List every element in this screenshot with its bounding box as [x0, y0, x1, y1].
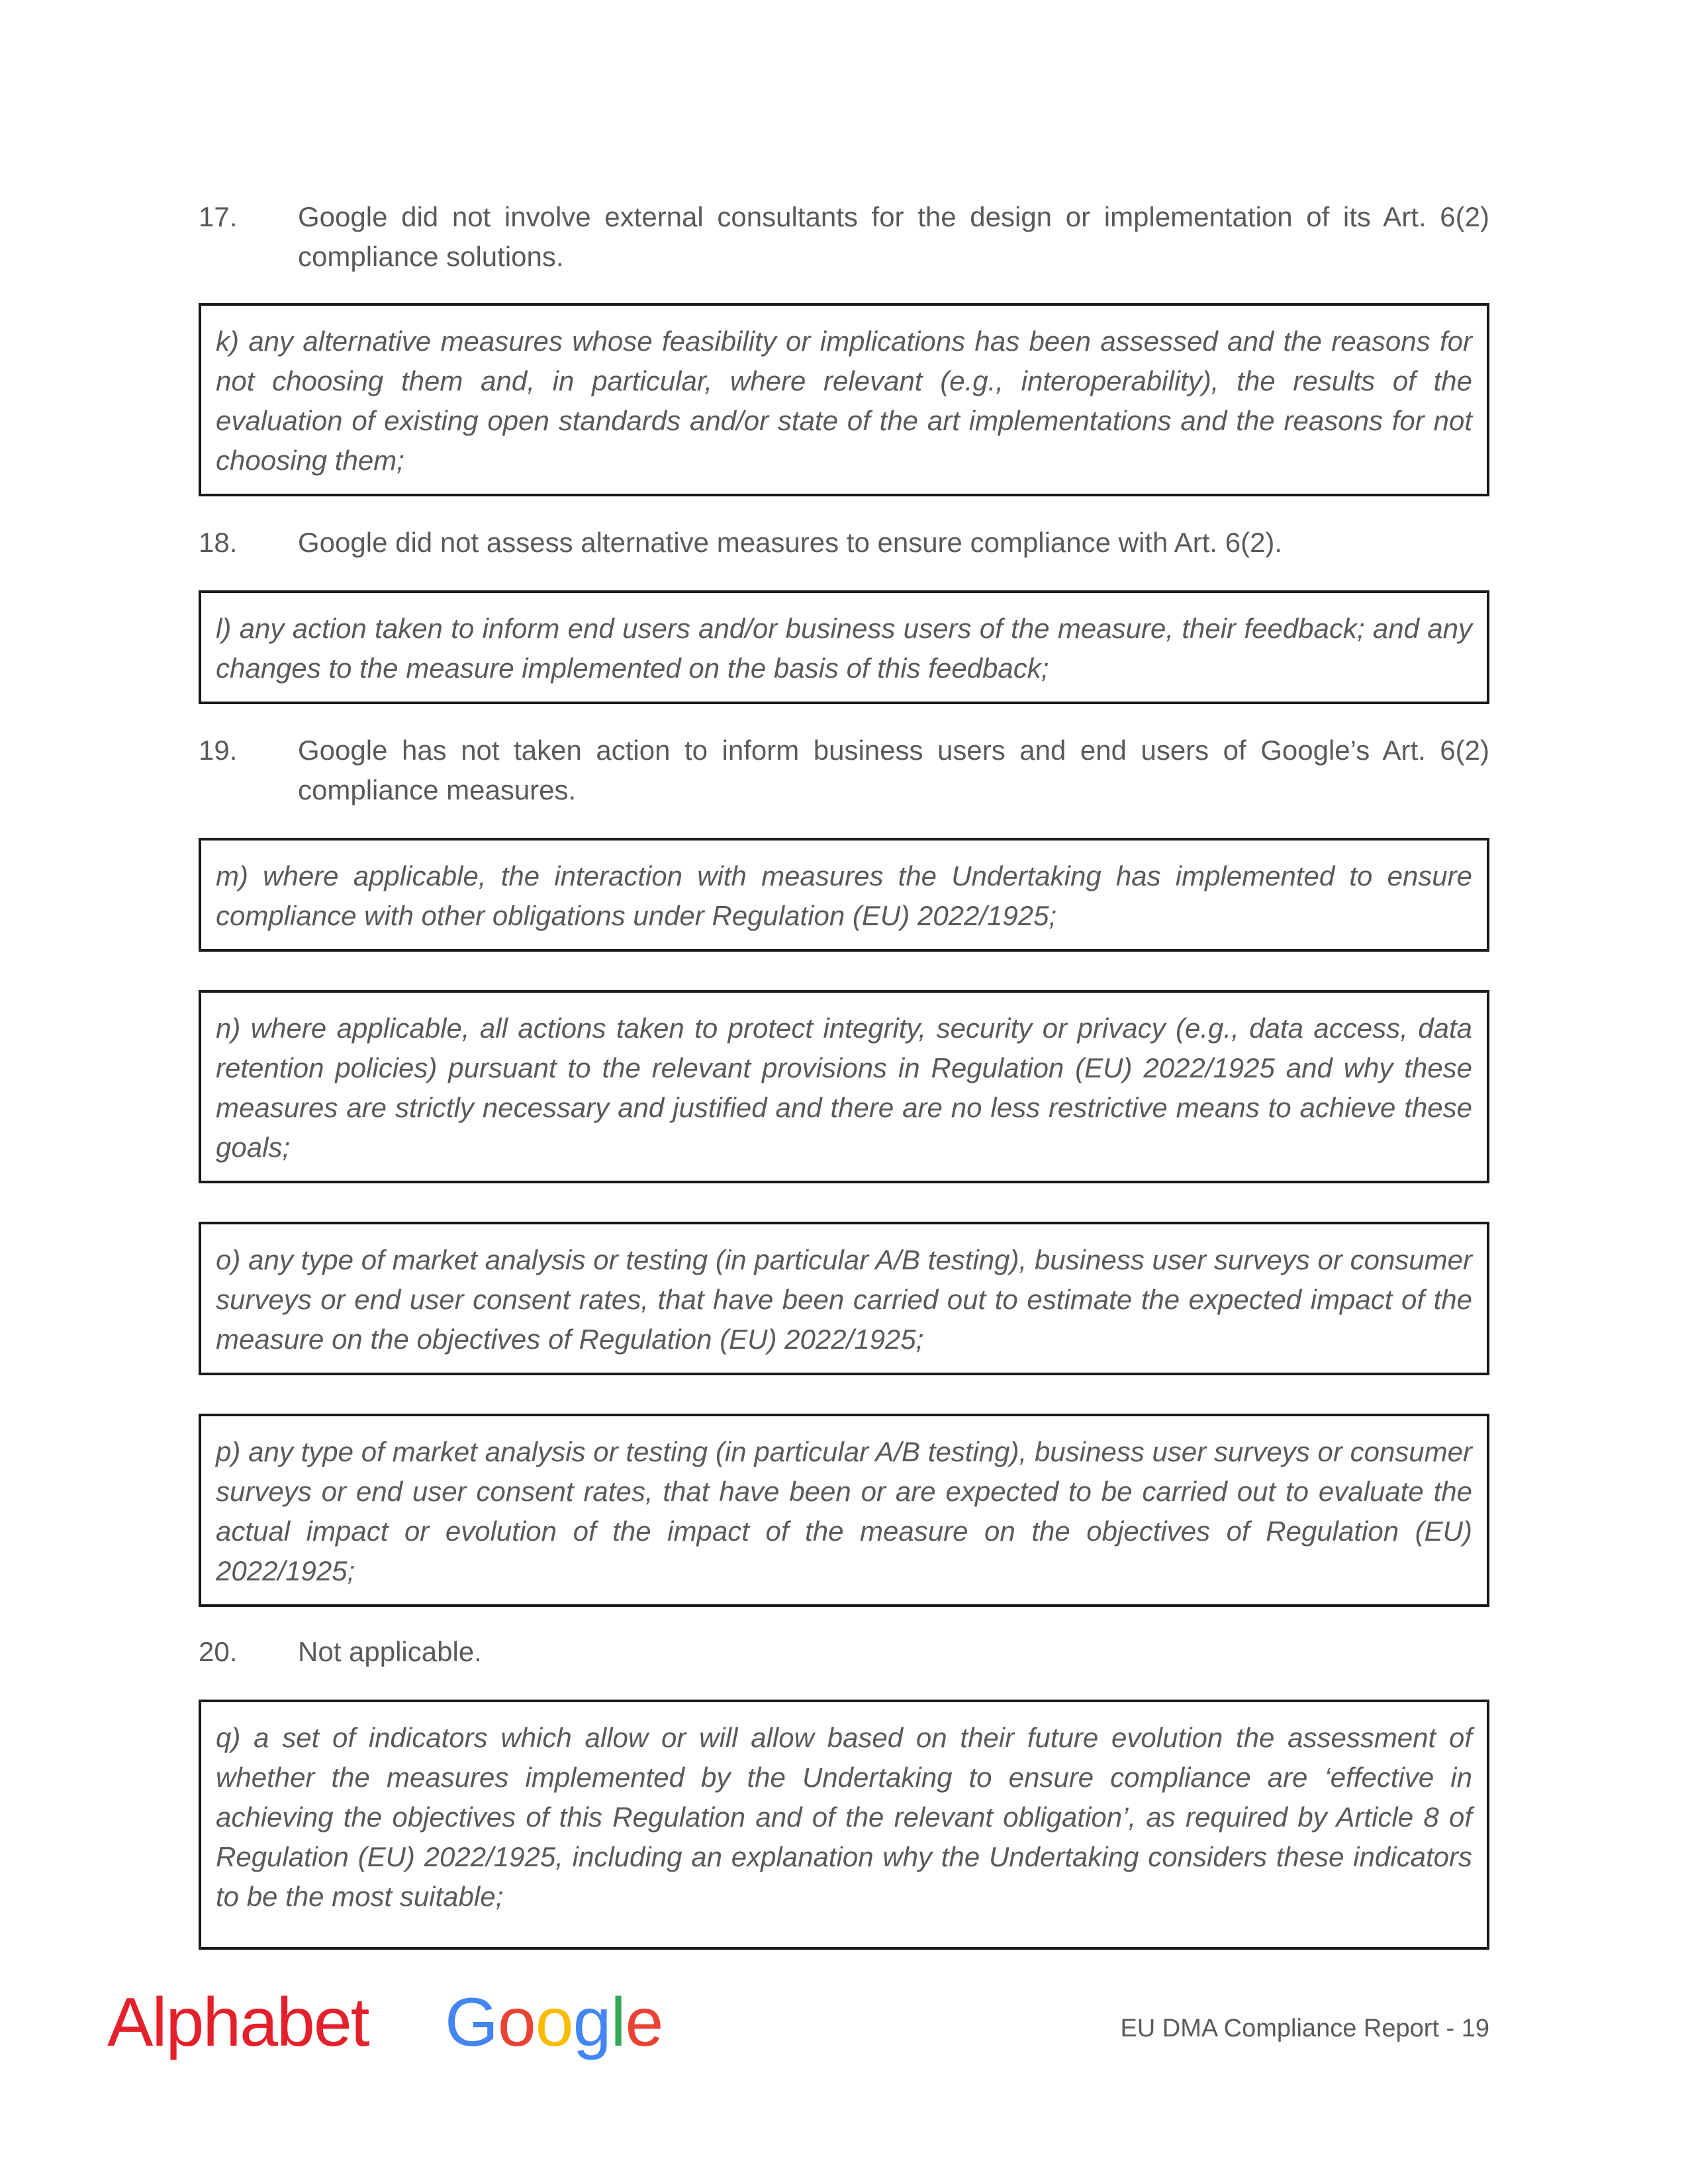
google-logo: [445, 1983, 663, 2062]
paragraph-18: [199, 523, 1489, 563]
requirement-box-q: q) a set of indicators which allow or will allow based on their future evolution the assessment of whether the measures implemented by the Undertaking to ensure compliance are ‘effective in achieving the objectives of this Regulation and of the relevant obligation’, as required by Article 8 of Regulation (EU) 2022/1925, including an explanation why the Undertaking considers these indicators to be the most suitable;: [199, 1700, 1489, 1950]
google-logo-letter: o: [535, 1984, 573, 2061]
requirement-box-o: o) any type of market analysis or testing (in particular A/B testing), business user surveys or consumer surveys or end user consent rates, that have been carried out to estimate the expected impact of the measure on the objectives of Regulation (EU) 2022/1925;: [199, 1222, 1489, 1375]
requirement-box-n: n) where applicable, all actions taken to protect integrity, security or privacy (e.g., data access, data retention policies) pursuant to the relevant provisions in Regulation (EU) 2022/1925 and why these measures are strictly necessary and justified and there are no less restrictive means to achieve these goals;: [199, 990, 1489, 1183]
requirement-box-m: m) where applicable, the interaction with measures the Undertaking has implemented to ensure compliance with other obligations under Regulation (EU) 2022/1925;: [199, 838, 1489, 952]
paragraph-text: Google has not taken action to inform business users and end users of Google’s Art. 6(2) compliance measures.: [298, 735, 1489, 805]
page-footer-label: EU DMA Compliance Report - 19: [1120, 2015, 1489, 2042]
paragraph-19: [199, 731, 1489, 810]
paragraph-text: Google did not involve external consultants for the design or implementation of its Art. 6(2) compliance solutions.: [298, 201, 1489, 272]
paragraph-number: 20.: [199, 1636, 238, 1667]
paragraph-17: [199, 197, 1489, 277]
google-logo-letter: l: [610, 1984, 626, 2061]
requirement-box-k: k) any alternative measures whose feasibility or implications has been assessed and the reasons for not choosing them and, in particular, where relevant (e.g., interoperability), the results of the evaluation of existing open standards and/or state of the art implementations and the reasons for not choosing them;: [199, 303, 1489, 496]
paragraph-text: Google did not assess alternative measures to ensure compliance with Art. 6(2).: [298, 527, 1283, 558]
google-logo-letter: g: [573, 1984, 611, 2061]
requirement-box-p: p) any type of market analysis or testing (in particular A/B testing), business user surveys or consumer surveys or end user consent rates, that have been or are expected to be carried out to evaluate the actual impact or evolution of the impact of the measure on the objectives of Regulation (EU) 2022/1925;: [199, 1414, 1489, 1607]
requirement-box-l: l) any action taken to inform end users and/or business users of the measure, their feedback; and any changes to the measure implemented on the basis of this feedback;: [199, 590, 1489, 704]
paragraph-text: Not applicable.: [298, 1636, 482, 1667]
paragraph-number: 18.: [199, 527, 238, 558]
alphabet-logo: Alphabet: [107, 1984, 369, 2061]
paragraph-number: 19.: [199, 735, 238, 766]
paragraph-number: 17.: [199, 201, 238, 232]
google-logo-letter: o: [497, 1984, 536, 2061]
google-logo-letter: G: [445, 1984, 498, 2061]
paragraph-20: [199, 1632, 1489, 1672]
google-logo-letter: e: [625, 1984, 663, 2061]
